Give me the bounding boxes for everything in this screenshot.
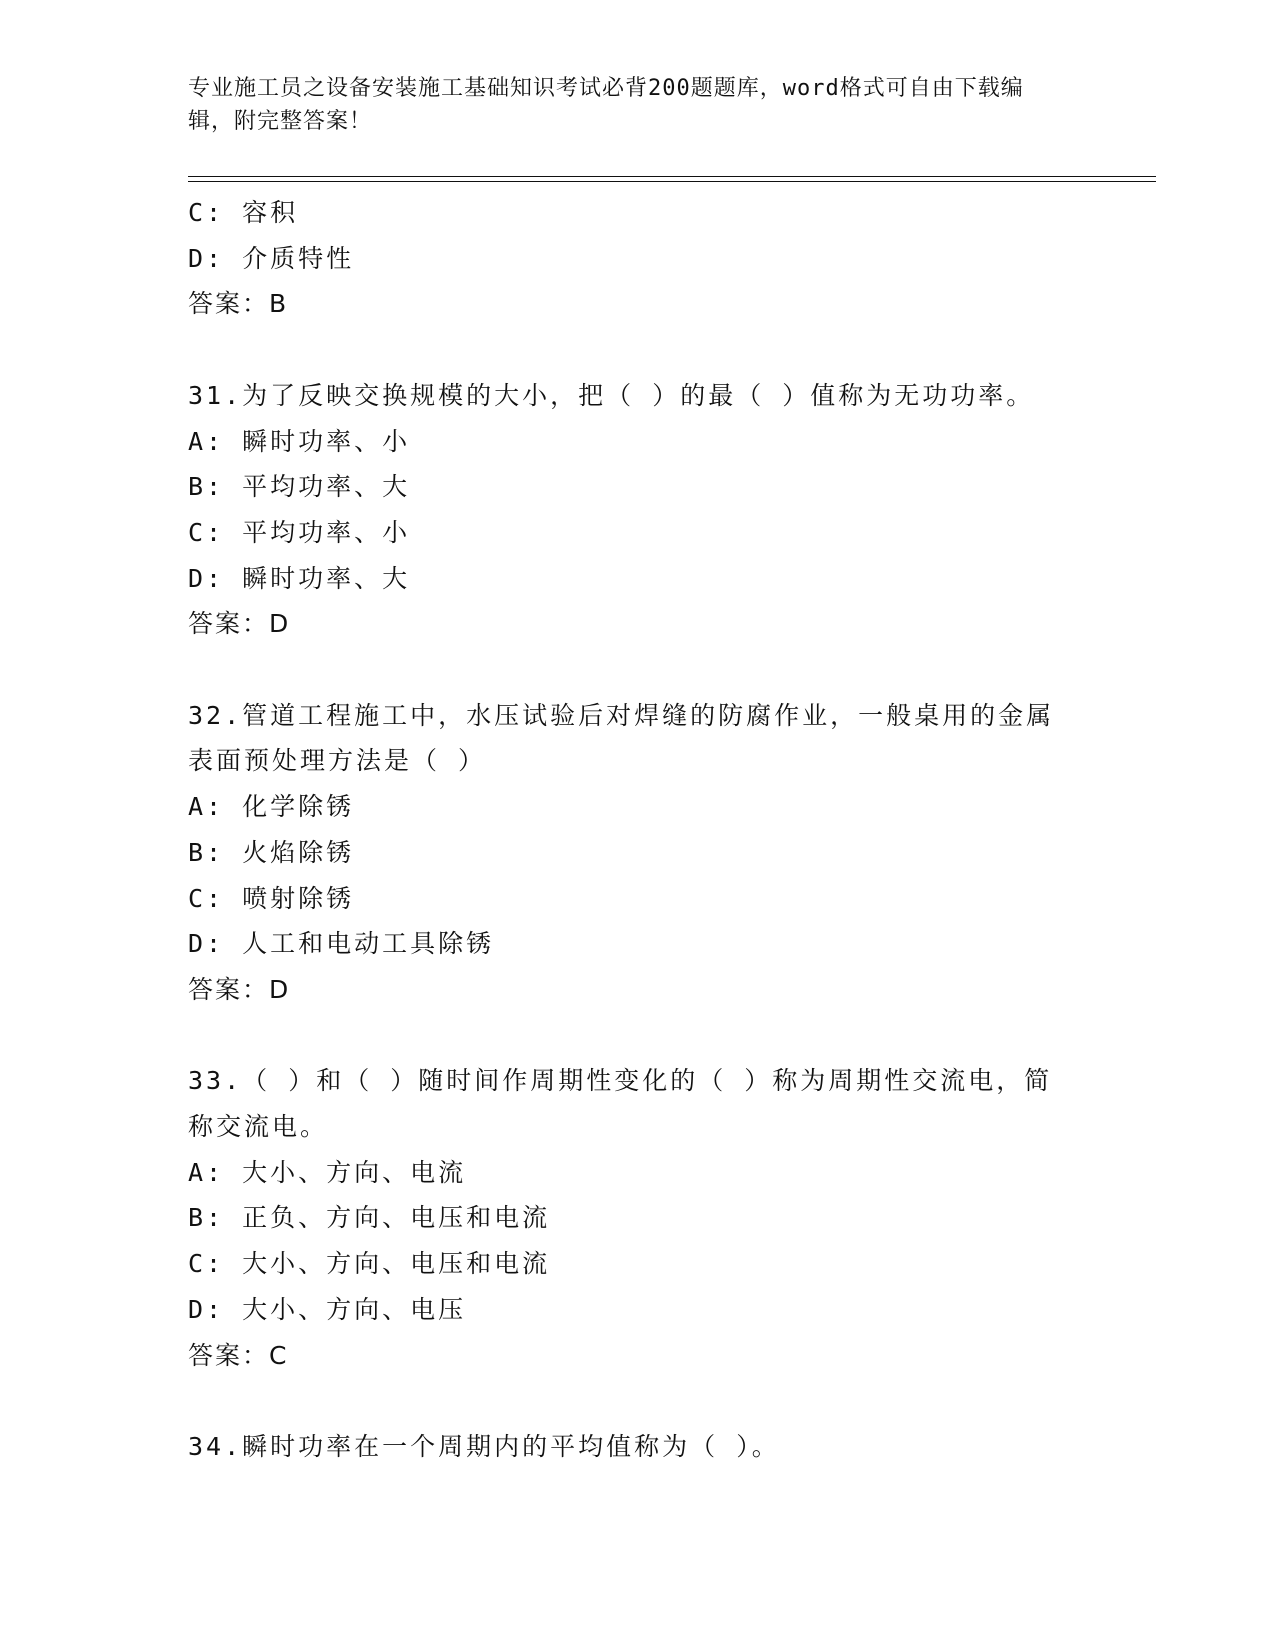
option-c: C: 容积 xyxy=(188,198,299,227)
question-stem: 34.瞬时功率在一个周期内的平均值称为（ ）。 xyxy=(188,1431,780,1461)
question-stem-line-2: 称交流电。 xyxy=(188,1112,329,1142)
document-header xyxy=(188,72,1068,138)
option-a: A: 大小、方向、电流 xyxy=(188,1157,467,1187)
option-c: C: 平均功率、小 xyxy=(188,517,411,547)
spacer xyxy=(188,647,1088,693)
option-d: D: 人工和电动工具除锈 xyxy=(188,929,495,959)
option-c: C: 喷射除锈 xyxy=(188,883,355,913)
answer: 答案：D xyxy=(188,609,291,639)
answer: 答案：C xyxy=(188,1340,289,1370)
question-stem: 31.为了反映交换规模的大小，把（ ）的最（ ）值称为无功功率。 xyxy=(188,380,1035,410)
option-a: A: 化学除锈 xyxy=(188,792,355,822)
option-b: B: 正负、方向、电压和电流 xyxy=(188,1203,551,1233)
spacer xyxy=(188,1013,1088,1059)
answer: 答案：B xyxy=(188,289,289,319)
question-32 xyxy=(188,693,1088,1013)
question-34 xyxy=(188,1424,1088,1470)
previous-question-tail xyxy=(188,190,1088,327)
question-33 xyxy=(188,1058,1088,1378)
option-d: D: 介质特性 xyxy=(188,243,355,273)
question-stem-line-1: 33.（ ）和（ ）随时间作周期性变化的（ ）称为周期性交流电，简 xyxy=(188,1066,1053,1096)
question-list xyxy=(188,190,1088,1470)
option-a: A: 瞬时功率、小 xyxy=(188,426,411,456)
header-rule-bottom xyxy=(188,181,1156,182)
answer: 答案：D xyxy=(188,974,291,1004)
question-31 xyxy=(188,373,1088,647)
header-title: 专业施工员之设备安装施工基础知识考试必背200题题库，word格式可自由下载编辑，附完整答案！ xyxy=(188,76,1024,134)
option-b: B: 火焰除锈 xyxy=(188,837,355,867)
spacer xyxy=(188,1378,1088,1424)
header-rule-top xyxy=(188,176,1156,177)
option-b: B: 平均功率、大 xyxy=(188,472,411,502)
spacer xyxy=(188,327,1088,373)
question-stem-line-2: 表面预处理方法是（ ） xyxy=(188,746,487,776)
option-d: D: 瞬时功率、大 xyxy=(188,563,411,593)
option-c: C: 大小、方向、电压和电流 xyxy=(188,1249,551,1279)
question-stem-line-1: 32.管道工程施工中，水压试验后对焊缝的防腐作业，一般桌用的金属 xyxy=(188,700,1055,730)
option-d: D: 大小、方向、电压 xyxy=(188,1294,467,1324)
